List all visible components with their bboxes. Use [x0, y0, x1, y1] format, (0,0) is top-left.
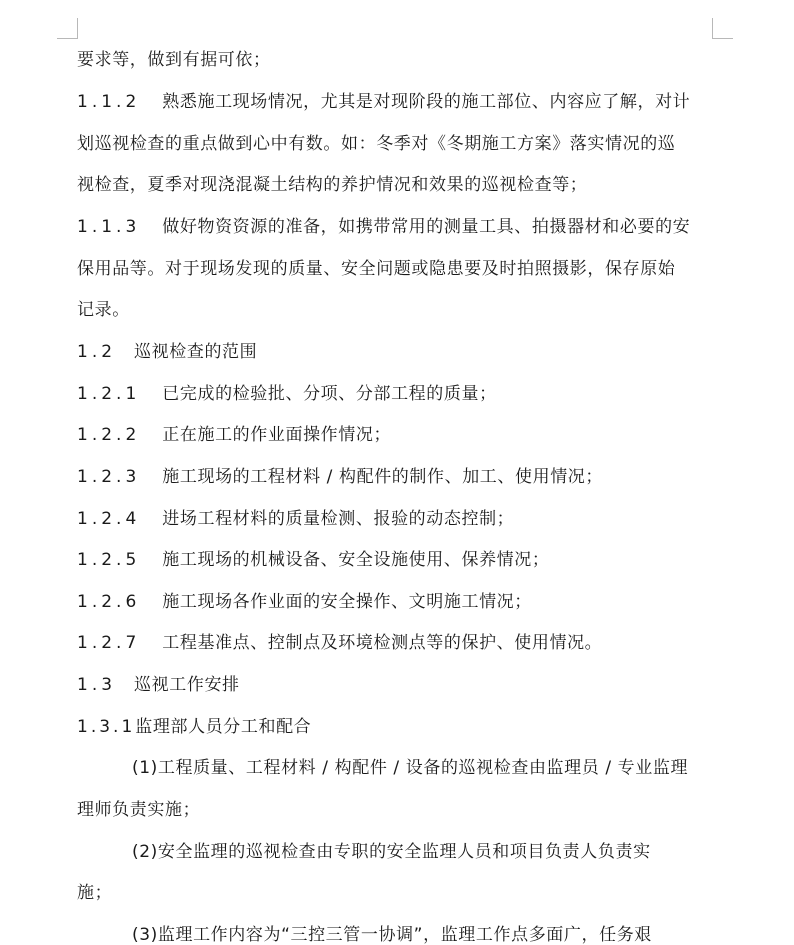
clause-text: 监理部人员分工和配合 [135, 717, 312, 737]
clause-1-2-2 [77, 425, 391, 445]
clause-text: 正在施工的作业面操作情况； [162, 425, 392, 445]
clause-1-2-3 [77, 467, 603, 487]
clause-text: 做好物资资源的准备，如携带常用的测量工具、拍摄器材和必要的安 [162, 217, 691, 237]
clause-1-2-7 [77, 633, 602, 653]
clause-text: 工程基准点、控制点及环境检测点等的保护、使用情况。 [162, 633, 603, 653]
clause-text: 熟悉施工现场情况，尤其是对现阶段的施工部位、内容应了解，对计 [162, 92, 691, 112]
section-title: 巡视检查的范围 [134, 342, 258, 362]
page-corner-mark-top-left [57, 18, 78, 39]
clause-text: 已完成的检验批、分项、分部工程的质量； [162, 384, 497, 404]
clause-text: 施工现场的工程材料 / 构配件的制作、加工、使用情况； [162, 467, 603, 487]
text-line: 理师负责实施； [77, 800, 201, 820]
clause-number: 1.2.7 [77, 633, 141, 653]
clause-1-2-6 [77, 592, 532, 612]
clause-1-2-4 [77, 509, 514, 529]
clause-number: 1.2.4 [77, 509, 141, 529]
section-number: 1.2 [77, 342, 117, 362]
section-title: 巡视工作安排 [134, 675, 240, 695]
clause-text: 进场工程材料的质量检测、报验的动态控制； [162, 509, 515, 529]
clause-1-2-1 [77, 384, 497, 404]
clause-1-2-5 [77, 550, 549, 570]
text-line: 施； [77, 883, 113, 903]
section-number: 1.3 [77, 675, 117, 695]
clause-number: 1.3.1 [77, 717, 136, 737]
clause-1-1-2 [77, 92, 690, 112]
list-item-3: (3)监理工作内容为“三控三管一协调”，监理工作点多面广，任务艰 [132, 925, 652, 945]
section-heading-1-3 [77, 675, 240, 695]
section-heading-1-2 [77, 342, 257, 362]
text-line: 要求等，做到有据可依； [77, 50, 271, 70]
text-line: 保用品等。对于现场发现的质量、安全问题或隐患要及时拍照摄影，保存原始 [77, 259, 676, 279]
clause-number: 1.1.3 [77, 217, 141, 237]
text-line: 视检查，夏季对现浇混凝土结构的养护情况和效果的巡视检查等； [77, 175, 588, 195]
page-corner-mark-top-right [712, 18, 733, 39]
text-line: 记录。 [77, 300, 130, 320]
clause-1-1-3 [77, 217, 690, 237]
text-line: 划巡视检查的重点做到心中有数。如：冬季对《冬期施工方案》落实情况的巡 [77, 134, 676, 154]
list-item-1: (1)工程质量、工程材料 / 构配件 / 设备的巡视检查由监理员 / 专业监理 [132, 758, 689, 778]
clause-1-3-1 [77, 717, 311, 737]
clause-number: 1.2.1 [77, 384, 141, 404]
clause-number: 1.2.5 [77, 550, 141, 570]
clause-text: 施工现场各作业面的安全操作、文明施工情况； [162, 592, 532, 612]
clause-number: 1.1.2 [77, 92, 141, 112]
clause-number: 1.2.2 [77, 425, 141, 445]
clause-number: 1.2.3 [77, 467, 141, 487]
list-item-2: (2)安全监理的巡视检查由专职的安全监理人员和项目负责人负责实 [132, 842, 651, 862]
clause-text: 施工现场的机械设备、安全设施使用、保养情况； [162, 550, 550, 570]
clause-number: 1.2.6 [77, 592, 141, 612]
